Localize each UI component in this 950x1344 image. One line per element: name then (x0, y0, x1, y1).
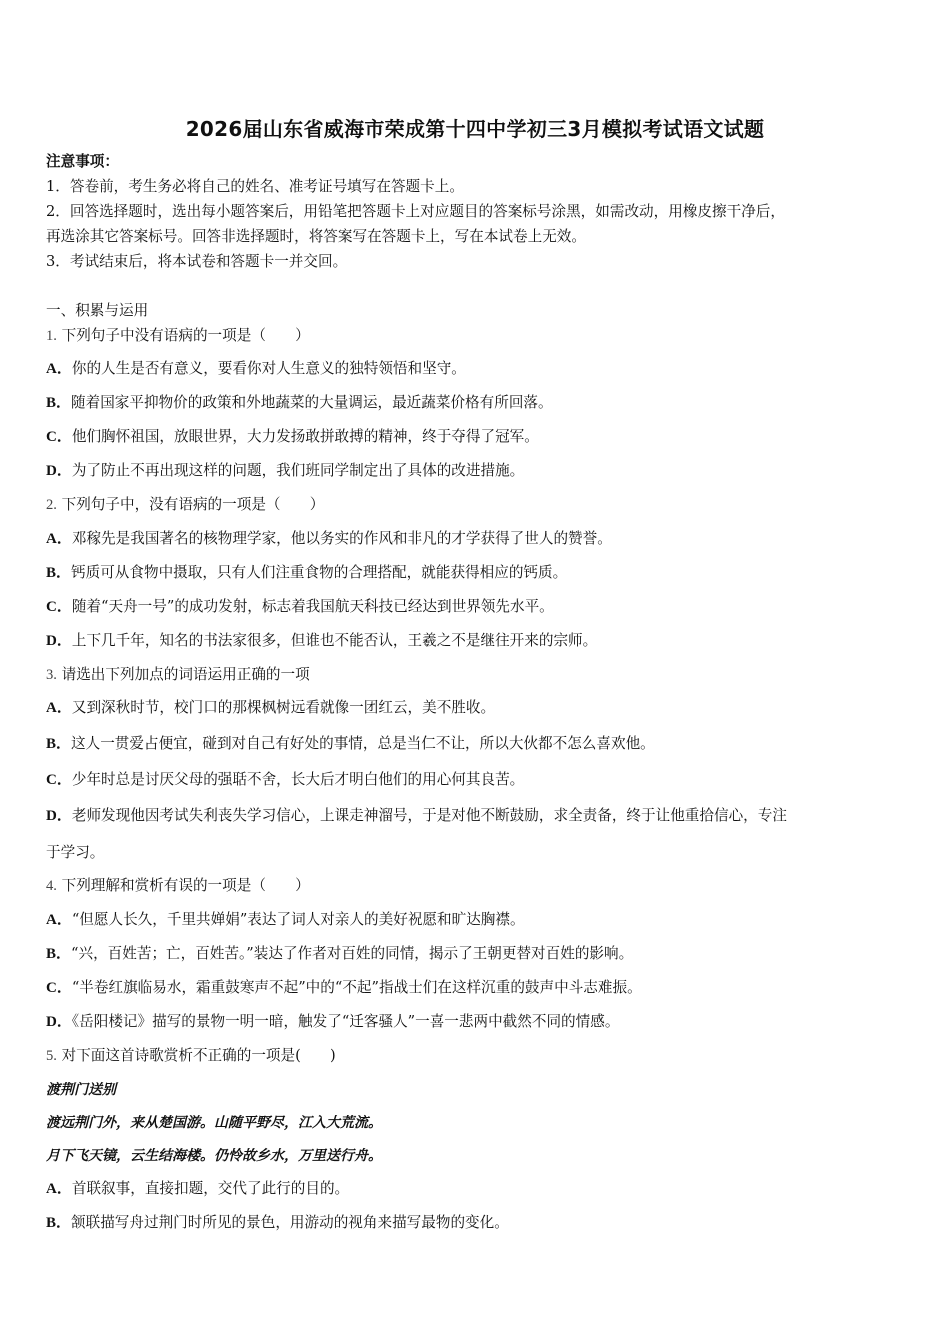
option-label: C． (46, 980, 72, 996)
question-text: 下列句子中，没有语病的一项是（ ） (61, 496, 325, 513)
option-text: 他们胸怀祖国，放眼世界，大力发扬敢拼敢搏的精神，终于夺得了冠军。 (71, 428, 539, 445)
answer-option (46, 427, 539, 447)
option-label: B． (46, 946, 72, 962)
question-text: 下列句子中没有语病的一项是（ ） (61, 327, 310, 344)
option-text: 为了防止不再出现这样的问题，我们班同学制定出了具体的改进措施。 (71, 462, 525, 479)
option-text: “半卷红旗临易水，霜重鼓寒声不起”中的“不起”指战士们在这样沉重的鼓声中斗志难振。 (71, 979, 642, 996)
answer-option (46, 563, 567, 583)
question-stem (46, 665, 310, 685)
answer-option (46, 461, 524, 481)
question-text: 下列理解和赏析有误的一项是（ ） (61, 877, 310, 894)
option-text: 钙质可从食物中摄取，只有人们注重食物的合理搭配，就能获得相应的钙质。 (71, 564, 568, 581)
option-text: 又到深秋时节，校门口的那棵枫树远看就像一团红云，美不胜收。 (71, 699, 496, 716)
option-label: D． (46, 808, 72, 824)
option-text: 首联叙事，直接扣题，交代了此行的目的。 (71, 1180, 350, 1197)
section-heading: 一、积累与运用 (46, 302, 149, 319)
answer-option (46, 978, 642, 998)
notice-item: 1．答卷前，考生务必将自己的姓名、准考证号填写在答题卡上。 (46, 178, 464, 195)
option-text: 颔联描写舟过荆门时所见的景色，用游动的视角来描写最物的变化。 (71, 1214, 509, 1231)
answer-option (46, 529, 612, 549)
answer-option (46, 1179, 349, 1199)
question-text: 请选出下列加点的词语运用正确的一项 (61, 666, 310, 683)
answer-option (46, 597, 554, 617)
notice-item: 3．考试结束后，将本试卷和答题卡一并交回。 (46, 253, 348, 270)
answer-option (46, 734, 655, 754)
question-number: 2. (46, 497, 57, 513)
poem-line: 渡远荆门外，来从楚国游。山随平野尽，江入大荒流。 (46, 1115, 382, 1131)
option-text: “但愿人长久，千里共婵娟”表达了词人对亲人的美好祝愿和旷达胸襟。 (71, 911, 525, 928)
question-stem (46, 495, 324, 515)
option-label: A． (46, 1181, 72, 1197)
option-label: C． (46, 772, 72, 788)
answer-option (46, 770, 524, 790)
answer-option (46, 359, 466, 379)
answer-option (46, 1213, 509, 1233)
notice-heading: 注意事项： (46, 153, 119, 170)
option-text: 《岳阳楼记》描写的景物一明一暗，触发了“迁客骚人”一喜一悲两中截然不同的情感。 (71, 1013, 620, 1030)
question-number: 4. (46, 878, 57, 894)
option-text: 这人一贯爱占便宜，碰到对自己有好处的事情，总是当仁不让，所以大伙都不怎么喜欢他。 (71, 735, 655, 752)
option-label: A． (46, 700, 72, 716)
option-label: A． (46, 531, 72, 547)
answer-option (46, 910, 525, 930)
option-text: 上下几千年，知名的书法家很多，但谁也不能否认，王羲之不是继往开来的宗师。 (71, 632, 598, 649)
option-label: B． (46, 395, 72, 411)
page-title: 2026届山东省威海市荣成第十四中学初三3月模拟考试语文试题 (185, 117, 765, 141)
answer-option (46, 1012, 619, 1032)
question-number: 1. (46, 328, 57, 344)
question-number: 5. (46, 1048, 57, 1064)
option-text: 邓稼先是我国著名的核物理学家，他以务实的作风和非凡的才学获得了世人的赞誉。 (71, 530, 612, 547)
option-label: D． (46, 1014, 72, 1030)
notice-item: 再选涂其它答案标号。回答非选择题时，将答案写在答题卡上，写在本试卷上无效。 (46, 228, 586, 245)
option-label: C． (46, 429, 72, 445)
question-stem (46, 876, 310, 896)
answer-option (46, 631, 597, 651)
option-text: 少年时总是讨厌父母的强聒不舍，长大后才明白他们的用心何其良苦。 (71, 771, 525, 788)
question-stem (46, 1046, 336, 1066)
option-text: 你的人生是否有意义，要看你对人生意义的独特领悟和坚守。 (71, 360, 466, 377)
question-number: 3. (46, 667, 57, 683)
option-text: 随着“天舟一号”的成功发射，标志着我国航天科技已经达到世界领先水平。 (71, 598, 554, 615)
option-continuation: 于学习。 (46, 844, 105, 861)
poem-line: 月下飞天镜，云生结海楼。仍怜故乡水，万里送行舟。 (46, 1148, 382, 1164)
answer-option (46, 393, 553, 413)
option-label: B． (46, 1215, 72, 1231)
option-label: B． (46, 565, 72, 581)
option-text: 随着国家平抑物价的政策和外地蔬菜的大量调运，最近蔬菜价格有所回落。 (71, 394, 553, 411)
question-text: 对下面这首诗歌赏析不正确的一项是( ) (61, 1047, 336, 1064)
answer-option (46, 698, 495, 718)
option-text: 老师发现他因考试失利丧失学习信心，上课走神溜号，于是对他不断鼓励，求全责备，终于让他重拾信心，专注 (71, 807, 787, 824)
option-label: A． (46, 912, 72, 928)
answer-option (46, 806, 787, 826)
option-label: D． (46, 463, 72, 479)
answer-option (46, 944, 633, 964)
option-label: C． (46, 599, 72, 615)
poem-title: 渡荆门送别 (46, 1082, 116, 1098)
question-stem (46, 326, 310, 346)
option-label: A． (46, 361, 72, 377)
option-text: “兴，百姓苦；亡，百姓苦。”装达了作者对百姓的同情，揭示了王朝更替对百姓的影响。 (71, 945, 634, 962)
option-label: D． (46, 633, 72, 649)
notice-item: 2．回答选择题时，选出每小题答案后，用铅笔把答题卡上对应题目的答案标号涂黑，如需改动，用橡皮擦干净后， (46, 203, 785, 220)
option-label: B． (46, 736, 72, 752)
